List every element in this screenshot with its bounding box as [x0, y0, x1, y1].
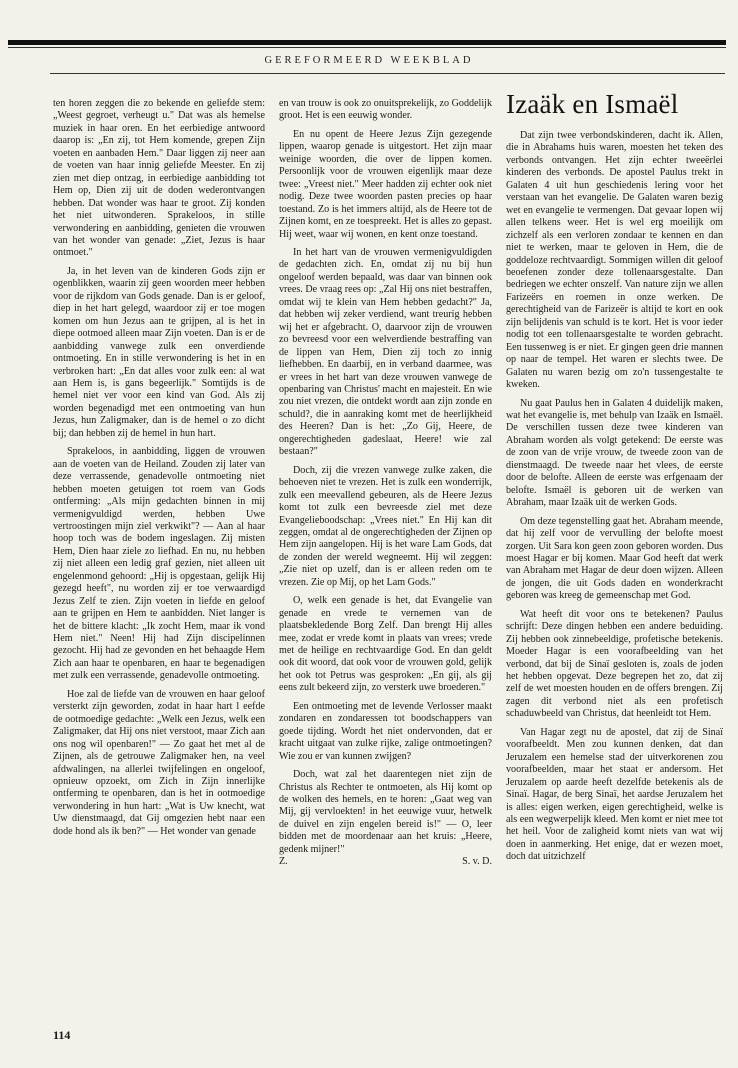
paragraph: Nu gaat Paulus hen in Galaten 4 duidelijk maken, wat het evangelie is, met behulp van Izaäk en Ismaël. De verschillen tussen deze twee kinderen van Abraham worden als volgt getekend: De eerste was de zoon van de vrije vrouw, de tweede zoon van de dienstmaagd. De tweede naar het vlees, de eerste door de belofte. Alleen de eerste was erfgenaam der belofte. Ismaël is geboren uit de werken van Abraham, maar Izaäk uit de werken Gods. [506, 397, 723, 509]
paragraph: Een ontmoeting met de levende Verlosser maakt zondaren en zondaressen tot boodschappers van goede tijding. Wordt het niet ondervonden, dat er kracht uitgaat van zulke rijke, zalige ontmoetingen? Wie zou er van kunnen zwijgen? [279, 700, 492, 762]
paragraph: Hoe zal de liefde van de vrouwen en haar geloof versterkt zijn geworden, zodat in haar hart l eefde de ootmoedige gedachte: „Welk een Jezus, welk een Zaligmaker, dat Hij ons niet verstoot, maar Zich aan ons nog wil openbaren!" — Zo gaat het met al de Zijnen, als de getrouwe Zaligmaker hen, na veel afdwalingen, na allerlei twijfelingen en ongeloof, opnieuw opzoekt, om Zich in Zijn innerlijke ontferming te openbaren, dan is het in ootmoedige verwondering in hun hart: „Wat is Uw knecht, wat Uw dienstmaagd, dat Gij omgezien hebt naar een dode hond als ik ben?" — Het wonder van genade [53, 688, 265, 837]
paragraph: Van Hagar zegt nu de apostel, dat zij de Sinaï voorafbeeldt. Men zou kunnen denken, dat dan Jeruzalem een hemelse stad der uitverkorenen zou voorafbeelden, maar het staat er andersom. Het Jeruzalem op aarde heeft dezelfde betekenis als de Sinaï. Hagar, de berg Sinaï, het aardse Jeruzalem het is alles: eigen werken, eigen gerechtigheid, welke is als een wegwerpelijk kleed. Men komt er niet mee tot het heil. Voor de zaligheid komt niets van wat wij doen in aanmerking. Het enige, dat er wezen moet, doch dat uitzichzelf [506, 726, 723, 863]
paragraph: Om deze tegenstelling gaat het. Abraham meende, dat hij zelf voor de vervulling der belofte moest zorgen. Uit Sara kon geen zoon geboren worden. Dus moest Hagar er bij komen. Maar God heeft dat werk van Abraham met Hagar de deur doen wijzen. Alleen de jongen, die uit Gods daden en wonderkracht geboren was kreeg de gemeenschap met God. [506, 515, 723, 602]
paragraph: In het hart van de vrouwen vermenigvuldigden de gedachten zich. En, omdat zij nu bij hun ongeloof werden bepaald, was daar van binnen ook vrees. De vraag rees op: „Zal Hij ons niet bestraffen, omdat wij te klein van Hem hebben gedacht?" Ja, dat hebben wij zeker verdiend, want treurig hebben wij het er afgebracht. O, daarvoor zijn de vrouwen zo bevreesd voor een welverdiende bestraffing van de lippen van Hem, Dien zij toch zo innig liefhebben. En daarbij, en in verband daarmee, was er vrees in het hart van deze vrouwen vanwege de openbaring van Christus' macht en majesteit. En wie zou niet vrezen, die ontdekt wordt aan zijn zonde en schuld?, die in aanraking komt met de heerlijkheid des Heeren? Dan is het: „Zo Gij, Heere, de ongerechtigheden gadeslaat, Heere! wie zal bestaan?" [279, 246, 492, 458]
paragraph: Dat zijn twee verbondskinderen, dacht ik. Allen, die in Abrahams huis waren, moesten het teken des verbonds ontvangen. Het zijn echter tweeërlei kinderen des verbonds. De apostel Paulus trekt in Galaten 4 uit hun geschiedenis lering voor het verstaan van het evangelie. De Galaten waren bezig wet en evangelie te vermengen. Dat gevaar lopen wij allen telkens weer. Het is wel erg moeilijk om zichzelf als een verloren zondaar te kennen en dan niet te werken, maar te geloven in Hem, die de goddeloze rechtvaardigt. Sommigen willen dit geloof beoefenen zonder deze tollenaarsgestalte. Dan bedriegen we echter onszelf. Van nature zijn we allen Farizeërs en roemen in onze werken. De gerechtigheid van de Farizeër is altijd te kort en ook zijn belijdenis van schuld is te kort. Het is voor ieder nodig tot een tollenaarsgestalte te worden gebracht. Een tussenweg is er niet. Er gingen geen drie mannen op naar de tempel. Het waren er slechts twee. De Galaten nu waren bezig om zo'n tussengestalte te kweken. [506, 130, 723, 391]
paragraph: Doch, wat zal het daarentegen niet zijn de Christus als Rechter te ontmoeten, als Hij komt op de wolken des hemels, en te horen: „Gaat weg van Mij, gij vervloekten! in het eeuwige vuur, hetwelk de duivel en zijn engelen bereid is!" — O, leer bidden met de moordenaar aan het kruis: „Heere, gedenk mijner!" [279, 769, 492, 855]
column-2 [279, 98, 492, 869]
paragraph: Doch, zij die vrezen vanwege zulke zaken, die behoeven niet te vrezen. Het is zulk een wonderrijk, zulk een meevallend gebeuren, als de Heere Jezus komt tot zulk een bevreesde ziel met deze Evangelieboodschap: „Vrees niet." En Hij kan dit zeggen, omdat al de ongerechtigheden der Zijnen op Hem zijn aangelopen. Hij is het ware Lam Gods, dat de zonden der wereld wegneemt. Hij wil zeggen: „Zie niet op uzelf, dan is er alleen reden om te vrezen. Zie op Mij, op het Lam Gods." [279, 464, 492, 588]
signature-left: Z. [279, 856, 288, 868]
top-rule-thin [8, 47, 726, 48]
column-1 [53, 98, 265, 838]
paragraph: Wat heeft dit voor ons te betekenen? Paulus schrijft: Deze dingen hebben een andere beduiding. Zij hebben ook zinnebeeldige, profetische betekenis. Moeder Hagar is een voorafbeelding van het verbond, dat bij de Sinaï gesloten is, zoals de joden het hebben opgevat. Deze begrepen het zo, dat zij zelf de wet moesten houden en de offers brengen. Zij zagen dit verbond niet als een profetisch schaduwbeeld van Christus, dat heenleidt tot Hem. [506, 608, 723, 720]
masthead: GEREFORMEERD WEEKBLAD [264, 55, 474, 66]
paragraph: en van trouw is ook zo onuitsprekelijk, zo Goddelijk groot. Het is een eeuwig wonder. [279, 98, 492, 122]
article-title: Izaäk en Ismaël [506, 89, 679, 119]
paragraph: En nu opent de Heere Jezus Zijn gezegende lippen, waarop genade is uitgestort. Het zijn maar weinige woorden, die over de lippen komen. Persoonlijk voor de vrouwen eigenlijk maar deze twee: „Vreest niet." Meer hadden zij echter ook niet nodig. Deze twee woorden pasten precies op haar toestand. Zo is het immers altijd, als de Heere tot de Zijnen komt, en ze toespreekt. Het is alles zo gepast. Hij weet, waar wij wonen, en kent onze toestand. [279, 128, 492, 240]
paragraph: Sprakeloos, in aanbidding, liggen de vrouwen aan de voeten van de Heiland. Zouden zij later van deze verrassende, genadevolle ontmoeting niet hebben moeten getuigen tot roem van Gods ontferming: „Als mijn gedachten binnen in mij vermenigvuldigd werden, hebben Uwe vertroostingen mijn ziel verkwikt"? — Aan al haar hoop toch was de bodem ingeslagen. Zij misten Hem, Dien haar ziele zo liefhad. En nu, nu hebben zij niet alleen een ledig graf gezien, niet alleen uit engelenmond gehoord: „Hij is opgestaan, gelijk Hij gezegd heeft", nu worden zij er toe verwaardigd Jezus Zelf te zien. Zijn voeten in liefde en geloof aan te grijpen en Hem te aanbidden. Niet langer is het de bittere klacht: „Ik zocht Hem, maar ik vond Hem niet." Neen! Hij had Zijn discipelinnen gezocht. Hij had ze gevonden en het behaagde Hem Zich aan haar te openbaren, en haar te begenadigen met zulk een verrassende, genadevolle ontmoeting. [53, 446, 265, 682]
signature-right: S. v. D. [462, 856, 492, 868]
paragraph: ten horen zeggen die zo bekende en geliefde stem: „Weest gegroet, verheugt u." Dat was als hemelse muziek in haar oren. En het eerbiedige antwoord daarop is: „En zij, tot Hem komende, grepen Zijn voeten en aanbaden Hem." Daar liggen zij neer aan de voeten van haar innig geliefde Meester. En zij zien met diep ontzag, in eerbiedige aanbidding tot Hem op, Dien zij uit de doden wederontvangen hebben. Dat wonder was haar te groot. Zij konden het niet uitwonderen. Sprakeloos, in stille verwondering en aanbidding, genieten die vrouwen van het wonder van genade: „Ziet, Jezus is haar ontmoet." [53, 98, 265, 259]
header-rule [50, 73, 725, 74]
column-3 [506, 130, 723, 864]
paragraph: Ja, in het leven van de kinderen Gods zijn er ogenblikken, waarin zij geen woorden meer hebben voor de rijkdom van Gods genade. Dan is er geloof, diep in het hart gelegd, waardoor zij er toe mogen komen om hun Jezus aan te grijpen, al is het in diepe ootmoed alleen maar Zijn voeten. Dan is er de aanbidding vanwege zulk een onverdiende ontmoeting. En in stille verwondering is het in en verbroken hart: „En dat alles voor zulk een: al wat aan Hem is, is gans begeerlijk." Somtijds is de hemel niet ver voor een kind van God. Als zij worden begenadigd met een ontmoeting van hun Jezus, hun Zaligmaker, dan is de hemel o zo dicht bij; dan hebben zij de hemel in hun hart. [53, 265, 265, 439]
article-signature [279, 856, 492, 868]
top-rule [8, 40, 726, 45]
paragraph: O, welk een genade is het, dat Evangelie van genade en vrede te vernemen van de plaatsbekledende Borg Zelf. Dan brengt Hij alles mee, zodat er vrede komt in plaats van vrees; vrede met de heilige en rechtvaardige God. En dan geldt ook dit woord, dat ook voor de vrouwen gold, gelijk het ook tot Petrus was gesproken: „En gij, als gij eens zult bekeerd zijn, zo versterk uwe broederen." [279, 595, 492, 694]
page-number: 114 [53, 1028, 71, 1042]
